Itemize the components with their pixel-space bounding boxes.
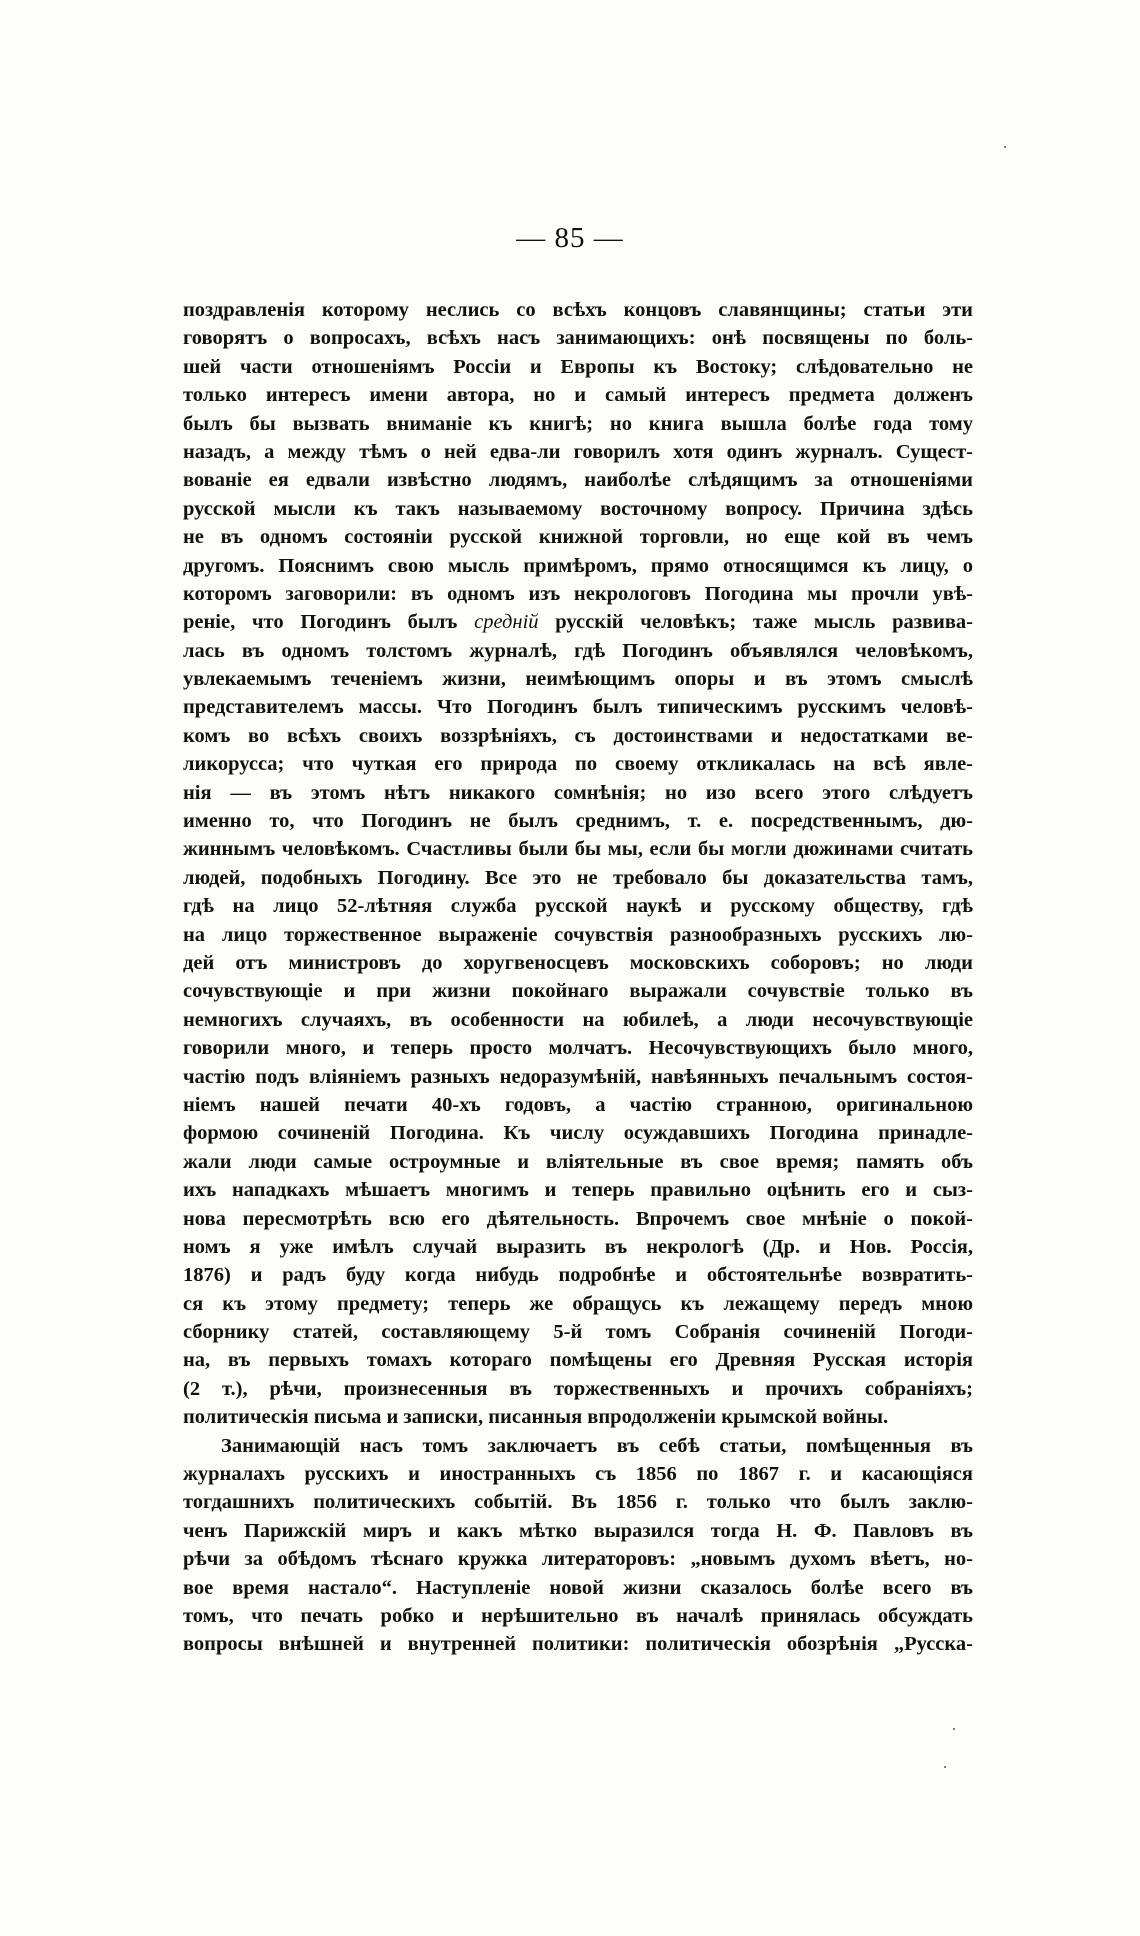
text-line: сборнику статей, составляющему 5-й томъ Собранія сочиненій Погоди- bbox=[183, 1321, 973, 1344]
text-line: только интересъ имени автора, но и самый интересъ предмета долженъ bbox=[183, 384, 973, 407]
text-line: сочувствующіе и при жизни покойнаго выражали сочувствіе только въ bbox=[183, 980, 973, 1003]
text-line: поздравленія которому неслись со всѣхъ концовъ славянщины; статьи эти bbox=[183, 299, 973, 321]
text-line-part: русскій человѣкъ; таже мысль развива- bbox=[538, 611, 973, 634]
text-line: формою сочиненій Погодина. Къ числу осуждавшихъ Погодина принадле- bbox=[183, 1122, 973, 1145]
text-line: нія — въ этомъ нѣтъ никакого сомнѣнія; но изо всего этого слѣдуетъ bbox=[183, 781, 973, 804]
text-line-part: реніе, что Погодинъ былъ bbox=[183, 611, 475, 634]
text-line: ченъ Парижскій миръ и какъ мѣтко выразился тогда Н. Ф. Павловъ въ bbox=[183, 1519, 973, 1542]
text-line: дей отъ министровъ до хоругвеносцевъ московскихъ соборовъ; но люди bbox=[183, 951, 973, 974]
emphasized-word: средній bbox=[474, 611, 539, 634]
text-line: представителемъ массы. Что Погодинъ былъ типическимъ русскимъ человѣ- bbox=[183, 696, 973, 719]
text-line: говорили много, и теперь просто молчатъ. Несочувствующихъ было много, bbox=[183, 1037, 973, 1060]
text-line: увлекаемымъ теченіемъ жизни, неимѣющимъ опоры и въ этомъ смыслѣ bbox=[183, 668, 973, 691]
paper-speck bbox=[1004, 146, 1006, 148]
text-line: частію подъ вліяніемъ разныхъ недоразумѣній, навѣянныхъ печальнымъ состоя- bbox=[183, 1065, 973, 1088]
text-line: жали люди самые остроумные и вліятельные въ свое время; память объ bbox=[183, 1150, 973, 1173]
text-line: ніемъ нашей печати 40-хъ годовъ, а частію странною, оригинальною bbox=[183, 1093, 973, 1116]
text-line: немногихъ случаяхъ, въ особенности на юбилеѣ, а люди несочувствующіе bbox=[183, 1008, 973, 1031]
text-line: людей, подобныхъ Погодину. Все это не требовало бы доказательства тамъ, bbox=[183, 866, 973, 889]
text-line: шей части отношеніямъ Россіи и Европы къ Востоку; слѣдовательно не bbox=[183, 355, 973, 378]
text-line: политическія письма и записки, писанныя впродолженіи крымской войны. bbox=[183, 1406, 889, 1429]
text-line: томъ, что печать робко и нерѣшительно въ началѣ принялась обсуждать bbox=[183, 1604, 973, 1627]
text-line: вое время настало“. Наступленіе новой жизни сказалось болѣе всего въ bbox=[183, 1576, 973, 1599]
text-line: гдѣ на лицо 52-лѣтняя служба русской наукѣ и русскому обществу, гдѣ bbox=[183, 895, 973, 918]
text-line bbox=[183, 608, 973, 636]
text-line: Занимающій насъ томъ заключаетъ въ себѣ статьи, помѣщенныя въ bbox=[221, 1434, 973, 1457]
paper-speck bbox=[944, 1766, 946, 1768]
text-line: журналахъ русскихъ и иностранныхъ съ 1856 по 1867 г. и касающіяся bbox=[183, 1463, 973, 1486]
text-line: на лицо торжественное выраженіе сочувствія разнообразныхъ русскихъ лю- bbox=[183, 923, 973, 946]
text-line: ликорусса; что чуткая его природа по своему откликалась на всѣ явле- bbox=[183, 753, 973, 776]
text-line: русской мысли къ такъ называемому восточному вопросу. Причина здѣсь bbox=[183, 497, 973, 520]
text-line: 1876) и радъ буду когда нибудь подробнѣе и обстоятельнѣе возвратить- bbox=[183, 1264, 973, 1287]
text-line: на, въ первыхъ томахъ котораго помѣщены его Древняя Русская исторія bbox=[183, 1349, 973, 1372]
text-line: вопросы внѣшней и внутренней политики: политическія обозрѣнія „Русска- bbox=[183, 1633, 973, 1656]
text-line: жиннымъ человѣкомъ. Счастливы были бы мы, если бы могли дюжинами считать bbox=[183, 838, 973, 861]
page-number: — 85 — bbox=[516, 222, 624, 254]
text-line: былъ бы вызвать вниманіе къ книгѣ; но книга вышла болѣе года тому bbox=[183, 412, 973, 435]
text-line: ихъ нападкахъ мѣшаетъ многимъ и теперь правильно оцѣнить его и сыз- bbox=[183, 1179, 973, 1202]
text-line: которомъ заговорили: въ одномъ изъ некрологовъ Погодина мы прочли увѣ- bbox=[183, 582, 973, 605]
text-line: говорятъ о вопросахъ, всѣхъ насъ занимающихъ: онѣ посвящены по боль- bbox=[183, 327, 973, 350]
text-line: рѣчи за обѣдомъ тѣснаго кружка литераторовъ: „новымъ духомъ вѣетъ, но- bbox=[183, 1548, 973, 1571]
text-line: назадъ, а между тѣмъ о ней едва-ли говорилъ хотя одинъ журналъ. Сущест- bbox=[183, 440, 973, 463]
body-text bbox=[183, 296, 973, 1659]
text-line: (2 т.), рѣчи, произнесенныя въ торжественныхъ и прочихъ собраніяхъ; bbox=[183, 1377, 973, 1400]
text-line: не въ одномъ состояніи русской книжной торговли, но еще кой въ чемъ bbox=[183, 526, 973, 549]
text-line: номъ я уже имѣлъ случай выразить въ некрологѣ (Др. и Нов. Россія, bbox=[183, 1235, 973, 1258]
text-line: тогдашнихъ политическихъ событій. Въ 1856 г. только что былъ заклю- bbox=[183, 1491, 973, 1514]
text-line: именно то, что Погодинъ не былъ среднимъ, т. е. посредственнымъ, дю- bbox=[183, 810, 973, 833]
text-line: нова пересмотрѣть всю его дѣятельность. Впрочемъ свое мнѣніе о покой- bbox=[183, 1207, 973, 1230]
text-line: ся къ этому предмету; теперь же обращусь къ лежащему передъ мною bbox=[183, 1292, 973, 1315]
text-line: лась въ одномъ толстомъ журналѣ, гдѣ Погодинъ объявлялся человѣкомъ, bbox=[183, 639, 973, 662]
text-line: комъ во всѣхъ своихъ воззрѣніяхъ, съ достоинствами и недостатками ве- bbox=[183, 724, 973, 747]
paper-speck bbox=[953, 1728, 955, 1730]
text-line: вованіе ея едвали извѣстно людямъ, наиболѣе слѣдящимъ за отношеніями bbox=[183, 469, 973, 492]
text-line: другомъ. Пояснимъ свою мысль примѣромъ, прямо относящимся къ лицу, о bbox=[183, 554, 973, 577]
